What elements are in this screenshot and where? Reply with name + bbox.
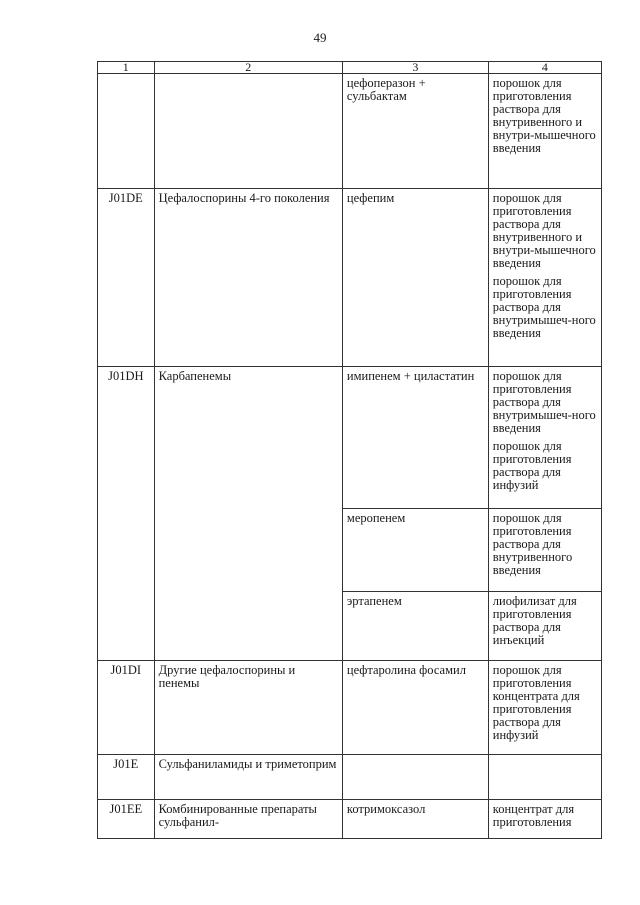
form-cell xyxy=(488,189,601,367)
group-cell: Сульфаниламиды и триметоприм xyxy=(154,755,342,800)
table-row xyxy=(98,367,602,509)
drug-cell: эртапенем xyxy=(342,592,488,661)
dosage-form: порошок для приготовления раствора для внутривенного и внутри-мышечного введения xyxy=(492,76,596,155)
header-cell-1: 1 xyxy=(98,62,155,74)
form-cell xyxy=(488,800,601,839)
form-cell xyxy=(488,592,601,661)
drug-cell: меропенем xyxy=(342,509,488,592)
group-cell: Комбинированные препараты сульфанил- xyxy=(154,800,342,839)
header-row xyxy=(98,62,602,74)
drug-cell: цефтаролина фосамил xyxy=(342,661,488,755)
drug-cell: котримоксазол xyxy=(342,800,488,839)
form-cell xyxy=(488,367,601,509)
header-cell-4: 4 xyxy=(488,62,601,74)
dosage-form: порошок для приготовления раствора для внутримышеч-ного введения xyxy=(492,274,596,340)
form-cell xyxy=(488,509,601,592)
atc-code-cell: J01DI xyxy=(98,661,155,755)
page-number: 49 xyxy=(313,30,327,45)
table-row xyxy=(98,189,602,367)
form-cell xyxy=(488,74,601,189)
atc-code-cell xyxy=(98,74,155,189)
dosage-form: лиофилизат для приготовления раствора для инъекций xyxy=(492,594,577,647)
atc-code-cell: J01DH xyxy=(98,367,155,661)
dosage-form: порошок для приготовления раствора для внутривенного и внутри-мышечного введения xyxy=(492,191,596,270)
dosage-form: концентрат для приготовления xyxy=(492,802,575,829)
atc-code-cell: J01EE xyxy=(98,800,155,839)
dosage-form: порошок для приготовления раствора для внутримышеч-ного введения xyxy=(492,369,596,435)
atc-code-cell: J01DE xyxy=(98,189,155,367)
header-cell-2: 2 xyxy=(154,62,342,74)
drug-cell: цефепим xyxy=(342,189,488,367)
atc-code-cell: J01E xyxy=(98,755,155,800)
group-cell: Карбапенемы xyxy=(154,367,342,661)
drug-cell xyxy=(342,755,488,800)
header-cell-3: 3 xyxy=(342,62,488,74)
table-row xyxy=(98,800,602,839)
table-row xyxy=(98,74,602,189)
group-cell xyxy=(154,74,342,189)
group-cell: Другие цефалоспорины и пенемы xyxy=(154,661,342,755)
drug-cell: цефоперазон + сульбактам xyxy=(342,74,488,189)
form-cell xyxy=(488,755,601,800)
group-cell: Цефалоспорины 4-го поколения xyxy=(154,189,342,367)
drug-cell: имипенем + циластатин xyxy=(342,367,488,509)
form-cell xyxy=(488,661,601,755)
dosage-form: порошок для приготовления раствора для внутривенного введения xyxy=(492,511,573,577)
dosage-form: порошок для приготовления концентрата для приготовления раствора для инфузий xyxy=(492,663,580,742)
dosage-form: порошок для приготовления раствора для инфузий xyxy=(492,439,572,492)
drug-table xyxy=(97,61,602,839)
table-row xyxy=(98,661,602,755)
table-row xyxy=(98,755,602,800)
